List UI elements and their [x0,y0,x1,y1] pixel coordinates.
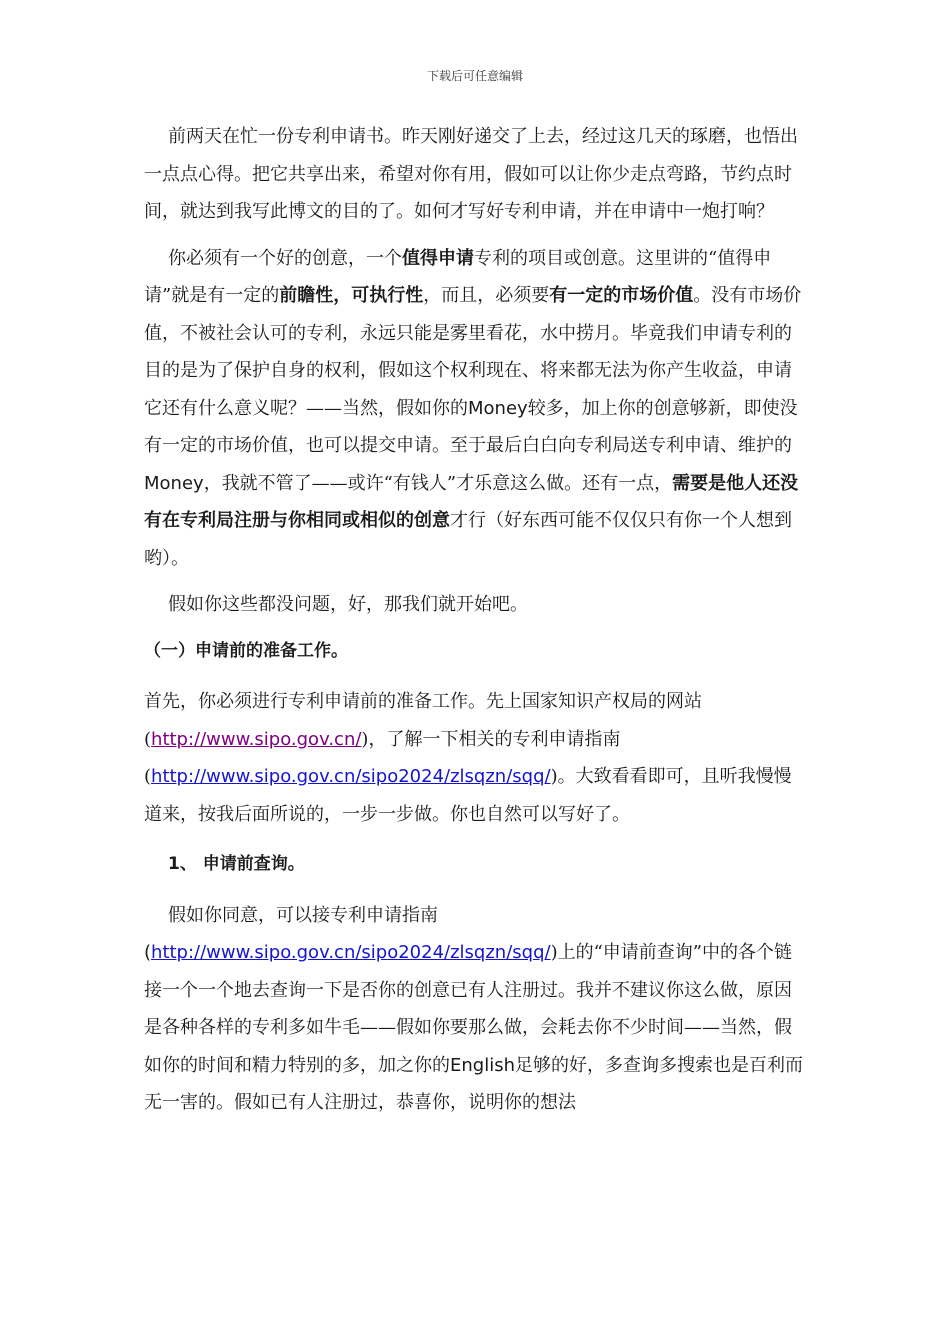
text-run: 专利的项目或创意。这里讲的“值得申请”就是有一定的 [144,247,772,306]
text-run: ( [144,942,152,963]
text-run: )上的“申请前查询”中的各个链接一个一个地去查询一下是否你的创意已有人注册过。我并不建议你这么做，原因是各种各样的专利多如牛毛——假如你要那么做，会耗去你不少时间——当然，假如你的时间和精力特别的多，加之你的 [144,942,793,1076]
word-english: English [450,1054,515,1076]
header-note: 下载后可任意编辑 [426,69,523,83]
paragraph-idea [144,240,806,578]
paragraph-preparation [144,683,806,833]
text-run: 首先，你必须进行专利申请前的准备工作。先上国家知识产权局的网站( [144,691,702,750]
patent-guide-link[interactable]: http://www.sipo.gov.cn/sipo2024/zlsqzn/sqq/ [151,766,551,787]
paragraph-start: 假如你这些都没问题，好，那我们就开始吧。 [168,594,528,615]
sipo-home-link[interactable]: http://www.sipo.gov.cn/ [151,728,362,750]
text-run: 。没有市场价值，不被社会认可的专利，永远只能是雾里看花，水中捞月。毕竟我们申请专利的目的是为了保护自身的权利，假如这个权利现在、将来都无法为你产生收益，申请它还有什么意义呢？——当然，假如你的 [144,285,802,419]
pre-application-search-link[interactable]: http://www.sipo.gov.cn/sipo2024/zlsqzn/sqq/ [151,942,551,963]
text-run: 你必须有一个好的创意，一个 [168,247,402,269]
text-run: 假如你同意，可以接专利申请指南 [168,904,438,926]
word-money: Money [144,472,204,494]
text-run: ，而且，必须要 [423,285,550,306]
text-run: )，了解一下相关的专利申请指南( [144,728,621,787]
text-run: 较多，加上你的创意够新，即使没有一定的市场价值，也可以提交申请。至于最后白白向专利局送专利申请、维护的 [144,397,798,456]
text-run: ，我就不管了——或许“有钱人”才乐意这么做。还有一点， [203,472,673,494]
subheading-pre-application-search: 1、 申请前查询。 [168,854,305,874]
text-run: 足够的好，多查询多搜索也是百利而无一害的。假如已有人注册过，恭喜你，说明你的想法 [144,1054,803,1113]
paragraph-search [144,897,806,1122]
paragraph-intro: 前两天在忙一份专利申请书。昨天刚好递交了上去，经过这几天的琢磨，也悟出一点点心得。把它共享出来，希望对你有用，假如可以让你少走点弯路，节约点时间，就达到我写此博文的目的了。如何才写好专利申请，并在申请中一炮打响？ [144,126,798,222]
bold-market-value: 有一定的市场价值 [549,285,694,306]
document-body [144,118,806,1122]
bold-forward-looking: 前瞻性，可执行性 [279,285,424,306]
bold-worth-applying: 值得申请 [402,247,474,269]
text-run: )。大致看看即可，且听我慢慢道来，按我后面所说的，一步一步做。你也自然可以写好了。 [144,766,792,825]
bold-no-prior-registration: 需要是他人还没有在专利局注册与你相同或相似的创意 [144,472,799,531]
text-run: 才行（好东西可能不仅仅只有你一个人想到哟）。 [144,510,792,569]
word-money: Money [468,397,528,419]
section-heading-preparation: （一）申请前的准备工作。 [144,640,348,661]
